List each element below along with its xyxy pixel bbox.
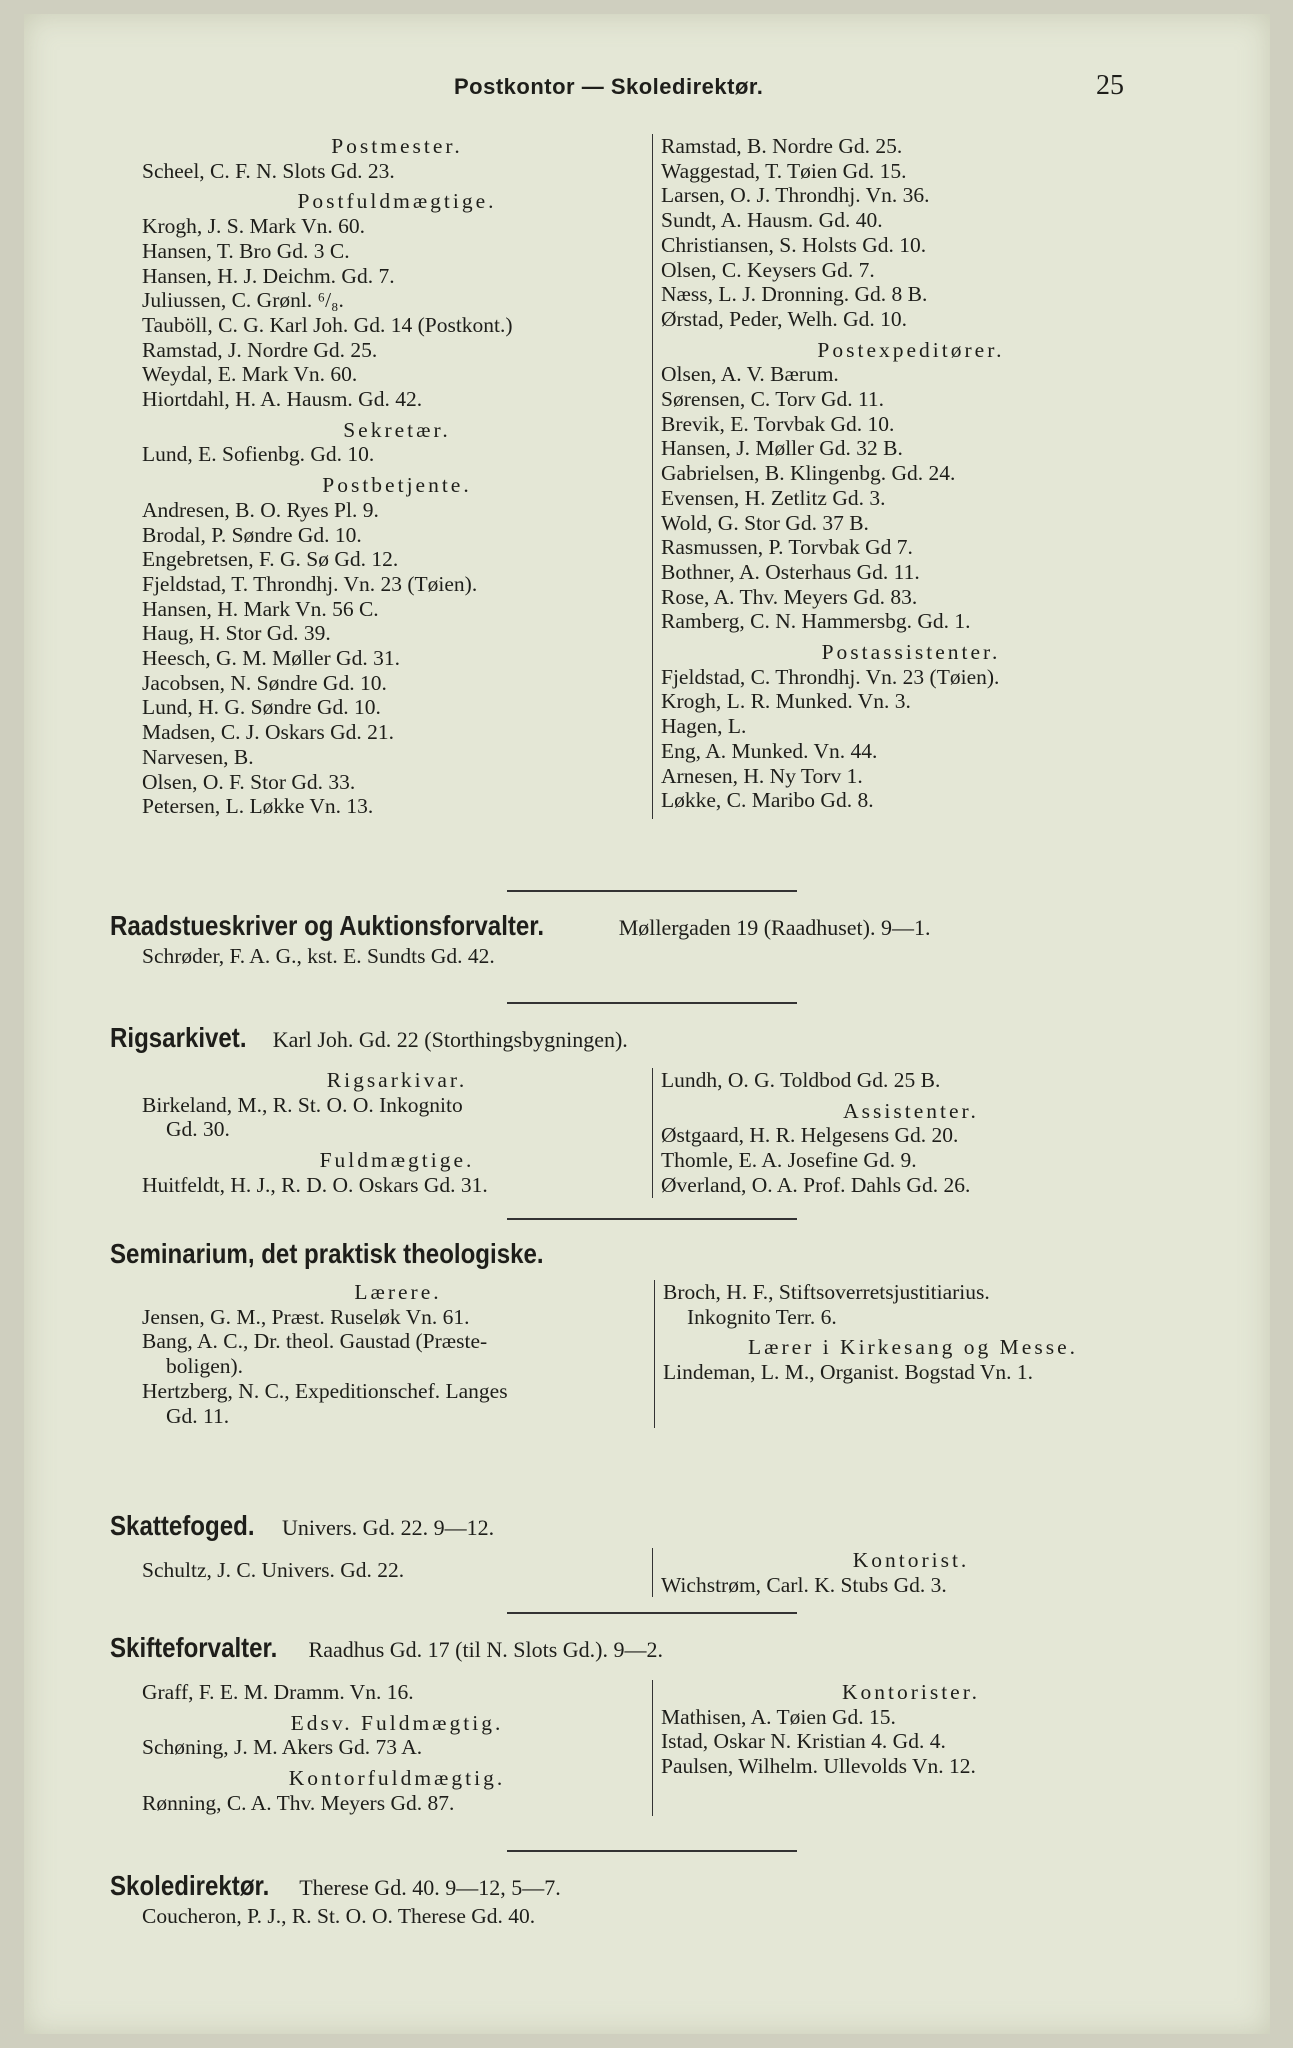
directory-entry: Rønning, C. A. Thv. Meyers Gd. 87. (142, 1790, 455, 1815)
skattefoged-address: Univers. Gd. 22. 9—12. (282, 1515, 495, 1540)
directory-entry: Næss, L. J. Dronning. Gd. 8 B. (661, 282, 928, 307)
skattefoged-columns (142, 1548, 1161, 1597)
subheading: Postassistenter. (821, 640, 1001, 665)
directory-entry: Rasmussen, P. Torvbak Gd 7. (661, 535, 913, 560)
directory-entry: Broch, H. F., Stiftsoverretsjustitiarius. (663, 1280, 990, 1304)
subheading: Postmester. (331, 134, 463, 158)
directory-entry: Krogh, J. S. Mark Vn. 60. (142, 214, 365, 239)
directory-entry: Ramstad, J. Nordre Gd. 25. (142, 337, 378, 362)
directory-entry: Engebretsen, F. G. Sø Gd. 12. (142, 547, 399, 572)
directory-entry: Olsen, O. F. Stor Gd. 33. (142, 769, 356, 794)
raadstue-entry: Schrøder, F. A. G., kst. E. Sundts Gd. 42. (142, 944, 495, 968)
section-divider (507, 1850, 797, 1852)
skifteforvalter-title: Skifteforvalter. (110, 1632, 278, 1663)
directory-entry: Juliussen, C. Grønl. ⁶/₈. (142, 288, 344, 313)
directory-entry: Wold, G. Stor Gd. 37 B. (661, 510, 869, 535)
skattefoged-right-column (652, 1548, 1161, 1597)
postkontor-section (142, 134, 1161, 819)
directory-page (24, 14, 1270, 2034)
directory-entry: Heesch, G. M. Møller Gd. 31. (142, 646, 400, 671)
directory-entry: Ørstad, Peder, Welh. Gd. 10. (661, 306, 908, 331)
skifteforvalter-right-column (652, 1680, 1161, 1816)
directory-entry: Sundt, A. Hausm. Gd. 40. (661, 208, 883, 233)
subheading: Sekretær. (343, 417, 451, 442)
directory-entry: Thomle, E. A. Josefine Gd. 9. (661, 1148, 917, 1173)
directory-entry: Lindeman, L. M., Organist. Bogstad Vn. 1. (663, 1360, 1034, 1385)
directory-entry: Hansen, T. Bro Gd. 3 C. (142, 238, 350, 263)
section-divider (507, 1218, 797, 1220)
postkontor-right-column (652, 134, 1161, 819)
subheading: Rigsarkivar. (326, 1068, 468, 1092)
directory-entry: Bang, A. C., Dr. theol. Gaustad (Præste- (142, 1329, 488, 1354)
directory-entry: Fjeldstad, T. Throndhj. Vn. 23 (Tøien). (142, 571, 478, 596)
directory-entry: Tauböll, C. G. Karl Joh. Gd. 14 (Postkont.) (142, 312, 513, 337)
raadstue-section (110, 908, 931, 969)
subheading: Lærer i Kirkesang og Messe. (748, 1335, 1078, 1360)
directory-entry: Brodal, P. Søndre Gd. 10. (142, 522, 362, 547)
rigsarkivet-section (110, 1020, 628, 1056)
directory-entry: Lund, E. Sofienbg. Gd. 10. (142, 442, 375, 467)
directory-entry: Rose, A. Thv. Meyers Gd. 83. (661, 584, 918, 609)
skifteforvalter-section (110, 1630, 663, 1666)
directory-entry: Schøning, J. M. Akers Gd. 73 A. (142, 1735, 423, 1760)
subheading: Assistenter. (843, 1098, 979, 1123)
subheading: Edsv. Fuldmægtig. (290, 1710, 504, 1735)
skoledirektor-address: Therese Gd. 40. 9—12, 5—7. (299, 1875, 561, 1900)
subheading: Postexpeditører. (817, 337, 1005, 362)
entry-continuation: Inkognito Terr. 6. (687, 1304, 837, 1329)
directory-entry: Madsen, C. J. Oskars Gd. 21. (142, 720, 395, 745)
seminarium-right-column (654, 1280, 1163, 1428)
skattefoged-title: Skattefoged. (110, 1510, 255, 1541)
seminarium-title: Seminarium, det praktisk theologiske. (110, 1238, 544, 1269)
subheading: Kontorist. (852, 1548, 970, 1572)
skifteforvalter-left-column (142, 1680, 652, 1816)
seminarium-left-column (142, 1280, 654, 1428)
page-number: 25 (1096, 70, 1124, 101)
rigsarkivet-address: Karl Joh. Gd. 22 (Storthingsbygningen). (272, 1027, 628, 1052)
raadstue-address: Møllergaden 19 (Raadhuset). 9—1. (618, 915, 931, 940)
directory-entry: Lund, H. G. Søndre Gd. 10. (142, 695, 381, 720)
section-divider (507, 1612, 797, 1614)
directory-entry: Brevik, E. Torvbak Gd. 10. (661, 411, 895, 436)
directory-entry: Graff, F. E. M. Dramm. Vn. 16. (142, 1680, 414, 1704)
directory-entry: Gabrielsen, B. Klingenbg. Gd. 24. (661, 461, 956, 486)
directory-entry: Huitfeldt, H. J., R. D. O. Oskars Gd. 31. (142, 1172, 488, 1197)
page-header (24, 70, 1270, 114)
directory-entry: Hagen, L. (661, 714, 747, 739)
directory-entry: Wichstrøm, Carl. K. Stubs Gd. 3. (661, 1572, 947, 1597)
skoledirektor-entry: Coucheron, P. J., R. St. O. O. Therese Gd. 40. (142, 1904, 536, 1928)
directory-entry: Evensen, H. Zetlitz Gd. 3. (661, 485, 886, 510)
directory-entry: Scheel, C. F. N. Slots Gd. 23. (142, 158, 395, 183)
entry-continuation: Gd. 30. (166, 1117, 230, 1142)
directory-entry: Mathisen, A. Tøien Gd. 15. (661, 1704, 896, 1729)
subheading: Postfuldmægtige. (297, 189, 497, 214)
directory-entry: Paulsen, Wilhelm. Ullevolds Vn. 12. (661, 1754, 976, 1779)
directory-entry: Lundh, O. G. Toldbod Gd. 25 B. (661, 1068, 941, 1092)
directory-entry: Øverland, O. A. Prof. Dahls Gd. 26. (661, 1172, 971, 1197)
directory-entry: Jensen, G. M., Præst. Ruseløk Vn. 61. (142, 1304, 470, 1329)
subheading: Kontorister. (841, 1680, 981, 1704)
section-divider (507, 1002, 797, 1004)
directory-entry: Birkeland, M., R. St. O. O. Inkognito (142, 1092, 463, 1117)
directory-entry: Arnesen, H. Ny Torv 1. (661, 763, 863, 788)
directory-entry: Istad, Oskar N. Kristian 4. Gd. 4. (661, 1729, 946, 1754)
directory-entry: Haug, H. Stor Gd. 39. (142, 621, 331, 646)
skifteforvalter-address: Raadhus Gd. 17 (til N. Slots Gd.). 9—2. (308, 1637, 663, 1662)
directory-entry: Andresen, B. O. Ryes Pl. 9. (142, 497, 379, 522)
entry-continuation: Gd. 11. (166, 1403, 230, 1428)
directory-entry: Ramstad, B. Nordre Gd. 25. (661, 134, 903, 158)
directory-entry: Olsen, A. V. Bærum. (661, 362, 839, 387)
skattefoged-left-column (142, 1548, 652, 1597)
directory-entry: Christiansen, S. Holsts Gd. 10. (661, 232, 927, 257)
rigsarkivet-right-column (652, 1068, 1161, 1198)
subheading: Kontorfuldmægtig. (288, 1766, 506, 1791)
seminarium-section (110, 1236, 614, 1272)
directory-entry: Hiortdahl, H. A. Hausm. Gd. 42. (142, 387, 423, 412)
directory-entry: Østgaard, H. R. Helgesens Gd. 20. (661, 1123, 959, 1148)
directory-entry: Hansen, H. Mark Vn. 56 C. (142, 596, 379, 621)
skifteforvalter-columns (142, 1680, 1161, 1816)
directory-entry: Eng, A. Munked. Vn. 44. (661, 738, 878, 763)
postkontor-left-column (142, 134, 652, 819)
raadstue-title: Raadstueskriver og Auktionsforvalter. (110, 910, 545, 941)
entry-continuation: boligen). (166, 1354, 244, 1379)
directory-entry: Sørensen, C. Torv Gd. 11. (661, 387, 885, 412)
skoledirektor-section (110, 1868, 561, 1929)
directory-entry: Narvesen, B. (142, 744, 254, 769)
section-divider (507, 890, 797, 892)
directory-entry: Løkke, C. Maribo Gd. 8. (661, 788, 874, 813)
directory-entry: Bothner, A. Osterhaus Gd. 11. (661, 559, 920, 584)
subheading: Postbetjente. (322, 473, 472, 498)
directory-entry: Krogh, L. R. Munked. Vn. 3. (661, 689, 911, 714)
directory-entry: Weydal, E. Mark Vn. 60. (142, 362, 358, 387)
running-title: Postkontor — Skoledirektør. (454, 74, 764, 99)
skoledirektor-title: Skoledirektør. (110, 1870, 270, 1901)
rigsarkivet-left-column (142, 1068, 652, 1198)
directory-entry: Larsen, O. J. Throndhj. Vn. 36. (661, 183, 930, 208)
rigsarkivet-columns (142, 1068, 1161, 1198)
directory-entry: Petersen, L. Løkke Vn. 13. (142, 794, 374, 819)
directory-entry: Hertzberg, N. C., Expeditionschef. Langes (142, 1378, 508, 1403)
skattefoged-section (110, 1508, 494, 1544)
seminarium-columns (142, 1280, 1163, 1428)
directory-entry: Olsen, C. Keysers Gd. 7. (661, 257, 875, 282)
directory-entry: Waggestad, T. Tøien Gd. 15. (661, 158, 907, 183)
directory-entry: Hansen, H. J. Deichm. Gd. 7. (142, 263, 395, 288)
subheading: Lærere. (354, 1280, 442, 1304)
directory-entry: Hansen, J. Møller Gd. 32 B. (661, 436, 903, 461)
directory-entry: Fjeldstad, C. Throndhj. Vn. 23 (Tøien). (661, 664, 1000, 689)
directory-entry: Ramberg, C. N. Hammersbg. Gd. 1. (661, 609, 971, 634)
subheading: Fuldmægtige. (319, 1148, 475, 1173)
skattefoged-entry: Schultz, J. C. Univers. Gd. 22. (142, 1558, 405, 1582)
directory-entry: Jacobsen, N. Søndre Gd. 10. (142, 670, 387, 695)
rigsarkivet-title: Rigsarkivet. (110, 1022, 247, 1053)
